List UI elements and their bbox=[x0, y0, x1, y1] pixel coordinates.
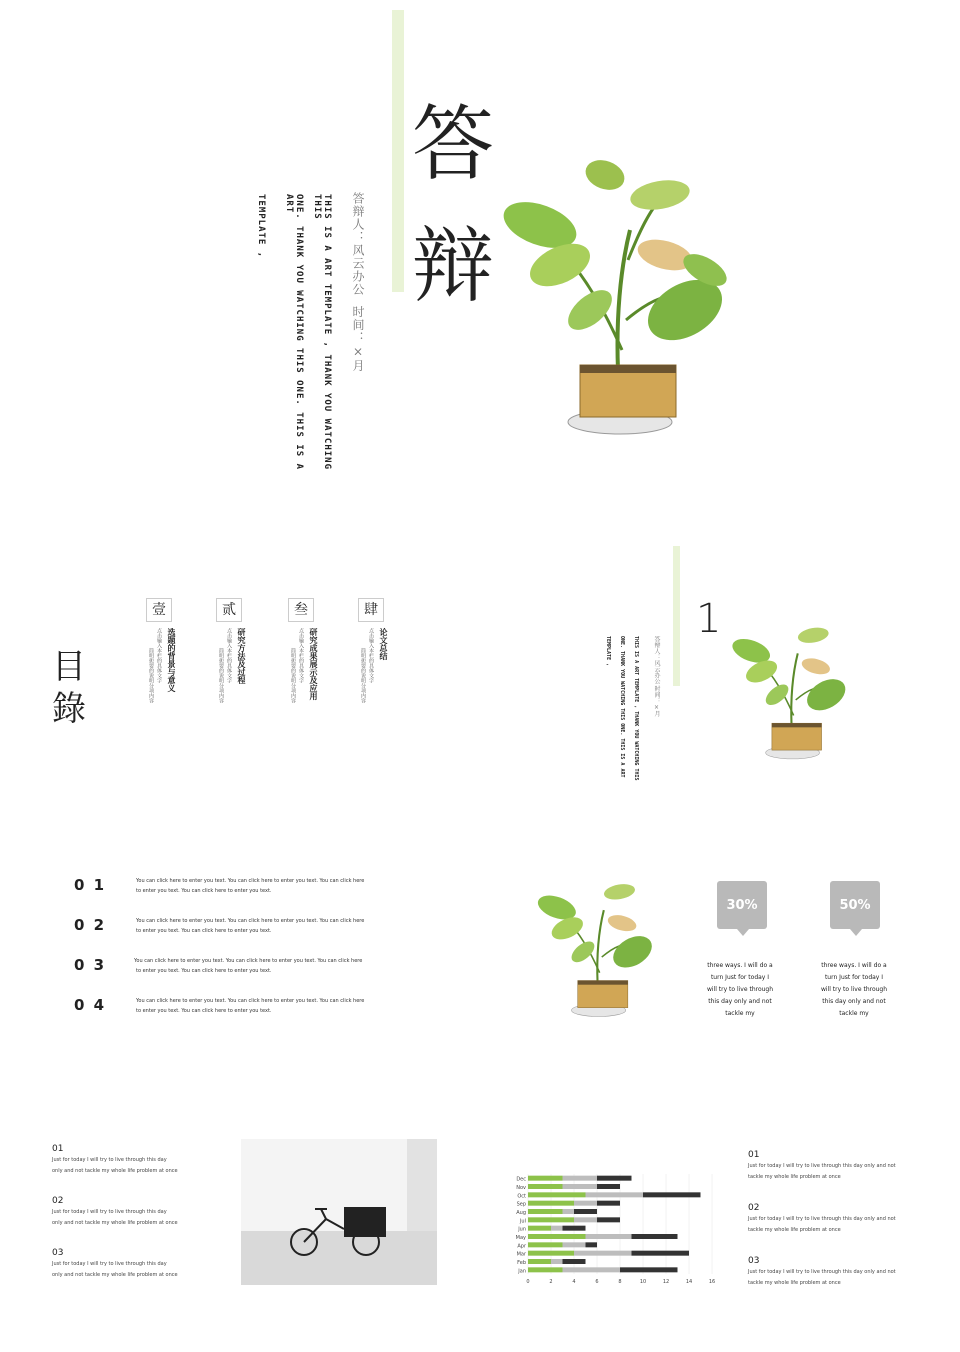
toc-item-3[interactable] bbox=[288, 598, 328, 778]
bar-segment bbox=[563, 1267, 621, 1272]
item-line: only and not tackle my whole life problem at once bbox=[52, 1272, 178, 1278]
category-label: Jun bbox=[518, 1226, 526, 1233]
toc-item-2[interactable] bbox=[216, 598, 256, 778]
x-tick-label: 8 bbox=[618, 1279, 622, 1285]
section-number: 1 bbox=[696, 596, 722, 642]
stat-line: tackle my bbox=[839, 1010, 869, 1017]
category-label: Oct bbox=[517, 1193, 526, 1200]
row-line: You can click here to enter you text. You can click here to enter you text. You can click here bbox=[136, 878, 365, 884]
category-label: Feb bbox=[517, 1260, 526, 1266]
accent-bar bbox=[392, 10, 404, 292]
category-label: Mar bbox=[516, 1251, 526, 1258]
stat-line: will try to live through bbox=[706, 986, 774, 993]
stat-line: three ways. I will do a bbox=[821, 962, 887, 969]
toc-slide bbox=[0, 540, 480, 800]
item-line: tackle my whole life problem at once bbox=[748, 1227, 841, 1233]
time-label: 时间：×月 bbox=[351, 305, 365, 373]
bar-segment bbox=[597, 1201, 620, 1206]
item-number: 02 bbox=[52, 1196, 64, 1206]
item-line: Just for today I will try to live through this day only and not bbox=[748, 1269, 896, 1275]
english-line-1: THIS IS A ART TEMPLATE , THANK YOU WATCHING THIS bbox=[312, 194, 332, 470]
row-number: 0 4 bbox=[74, 996, 107, 1014]
category-label: Apr bbox=[517, 1243, 526, 1250]
toc-item-desc: 简明扼要的说明分项内容 bbox=[218, 648, 224, 703]
x-tick-label: 16 bbox=[708, 1279, 716, 1285]
bar-segment bbox=[528, 1267, 563, 1272]
category-label: Aug bbox=[516, 1210, 526, 1216]
item-line: tackle my whole life problem at once bbox=[748, 1174, 841, 1180]
accent-bar bbox=[673, 546, 680, 686]
bar-segment bbox=[574, 1201, 597, 1206]
bar-segment bbox=[632, 1234, 678, 1239]
bar-segment bbox=[563, 1242, 586, 1247]
bar-segment bbox=[620, 1267, 678, 1272]
bar-segment bbox=[528, 1176, 563, 1181]
item-line: only and not tackle my whole life problem at once bbox=[52, 1168, 178, 1174]
bar-segment bbox=[528, 1217, 574, 1222]
bar-segment bbox=[563, 1209, 575, 1214]
bar-segment bbox=[528, 1192, 586, 1197]
title-slide bbox=[0, 0, 960, 520]
toc-item-1[interactable] bbox=[146, 598, 186, 778]
item-number: 02 bbox=[748, 1203, 760, 1213]
toc-item-title: 选题的背景与意义 bbox=[167, 628, 176, 692]
stat-line: this day only and not bbox=[822, 998, 886, 1005]
stat-line: turn Just for today I bbox=[710, 974, 770, 981]
chart-slide bbox=[480, 1130, 960, 1300]
bar-segment bbox=[528, 1209, 563, 1214]
english-line-3: TEMPLATE , bbox=[256, 194, 266, 259]
english-line-2: ONE. THANK YOU WATCHING THIS ONE. THIS IS A ART bbox=[284, 194, 304, 470]
toc-item-desc: 点击输入本栏的具体文字 bbox=[298, 628, 304, 683]
category-label: Jul bbox=[519, 1218, 526, 1225]
bar-segment bbox=[528, 1242, 563, 1247]
bar-segment bbox=[586, 1234, 632, 1239]
section-slide bbox=[480, 540, 960, 800]
stat-bubble: 50% bbox=[830, 881, 880, 929]
toc-item-desc: 点击输入本栏的具体文字 bbox=[156, 628, 162, 683]
bar-segment bbox=[563, 1184, 598, 1189]
item-line: Just for today I will try to live through this day bbox=[52, 1209, 167, 1215]
item-number: 03 bbox=[52, 1248, 64, 1258]
bicycle-photo bbox=[241, 1139, 437, 1285]
category-label: Nov bbox=[516, 1185, 526, 1191]
bar-segment bbox=[528, 1251, 574, 1256]
toc-item-desc: 点击输入本栏的具体文字 bbox=[368, 628, 374, 683]
bar-segment bbox=[528, 1226, 551, 1231]
english-line-3: TEMPLATE , bbox=[605, 636, 611, 667]
category-label: May bbox=[515, 1235, 526, 1241]
english-line-1: THIS IS A ART TEMPLATE , THANK YOU WATCHING THIS bbox=[633, 636, 639, 781]
bar-segment bbox=[528, 1184, 563, 1189]
plant-illustration bbox=[500, 150, 730, 440]
photo-item[interactable] bbox=[52, 1144, 232, 1175]
toc-num-box: 贰 bbox=[216, 598, 242, 622]
list-row[interactable] bbox=[74, 956, 434, 980]
presenter-label: 答辩人：风云办公 bbox=[653, 636, 660, 684]
toc-item-desc: 简明扼要的说明分项内容 bbox=[360, 648, 366, 703]
toc-item-desc: 简明扼要的说明分项内容 bbox=[290, 648, 296, 703]
row-number: 0 1 bbox=[74, 876, 107, 894]
x-tick-label: 0 bbox=[526, 1279, 530, 1285]
bar-segment bbox=[563, 1176, 598, 1181]
toc-title-char-2: 錄 bbox=[52, 689, 86, 729]
row-number: 0 3 bbox=[74, 956, 107, 974]
x-tick-label: 10 bbox=[639, 1279, 647, 1285]
item-number: 01 bbox=[748, 1150, 760, 1160]
bar-segment bbox=[574, 1251, 632, 1256]
photo-item[interactable] bbox=[52, 1248, 232, 1279]
item-line: Just for today I will try to live through this day bbox=[52, 1157, 167, 1163]
toc-num-box: 肆 bbox=[358, 598, 384, 622]
time-label: 时间：×月 bbox=[653, 685, 660, 717]
item-line: Just for today I will try to live through this day bbox=[52, 1261, 167, 1267]
x-tick-label: 6 bbox=[595, 1279, 599, 1285]
bar-segment bbox=[597, 1176, 632, 1181]
title-char-1: 答 bbox=[412, 97, 495, 192]
list-row[interactable] bbox=[74, 876, 434, 900]
stat-line: three ways. I will do a bbox=[707, 962, 773, 969]
chart-item[interactable] bbox=[748, 1203, 938, 1234]
title-char-2: 辩 bbox=[412, 219, 495, 314]
bar-segment bbox=[574, 1217, 597, 1222]
photo-item[interactable] bbox=[52, 1196, 232, 1227]
chart-item[interactable] bbox=[748, 1150, 938, 1181]
item-line: Just for today I will try to live through this day only and not bbox=[748, 1163, 896, 1169]
stat-text bbox=[690, 960, 790, 1020]
stacked-bar-chart bbox=[508, 1170, 718, 1290]
category-label: Jan bbox=[518, 1268, 526, 1275]
category-label: Dec bbox=[516, 1176, 526, 1183]
bar-segment bbox=[563, 1226, 586, 1231]
stat-text bbox=[804, 960, 904, 1020]
list-row[interactable] bbox=[74, 996, 434, 1020]
photo-slide bbox=[0, 1130, 480, 1300]
row-line: You can click here to enter you text. You can click here to enter you text. You can click here bbox=[134, 958, 363, 964]
english-line-2: ONE. THANK YOU WATCHING THIS ONE. THIS IS A ART bbox=[619, 636, 625, 778]
plant-illustration bbox=[536, 864, 656, 1024]
x-tick-label: 12 bbox=[662, 1279, 670, 1285]
presenter-info bbox=[652, 636, 661, 746]
toc-item-title: 研究成果展示及应用 bbox=[309, 628, 318, 700]
presenter-info bbox=[350, 192, 367, 422]
toc-num-box: 叁 bbox=[288, 598, 314, 622]
item-line: only and not tackle my whole life problem at once bbox=[52, 1220, 178, 1226]
row-number: 0 2 bbox=[74, 916, 107, 934]
category-label: Sep bbox=[516, 1201, 526, 1208]
bar-segment bbox=[632, 1251, 690, 1256]
stat-line: this day only and not bbox=[708, 998, 772, 1005]
row-line: to enter you text. You can click here to enter you text. bbox=[136, 1008, 272, 1014]
item-line: Just for today I will try to live through this day only and not bbox=[748, 1216, 896, 1222]
toc-item-desc: 简明扼要的说明分项内容 bbox=[148, 648, 154, 703]
toc-item-title: 研究方法及过程 bbox=[237, 628, 246, 684]
item-number: 03 bbox=[748, 1256, 760, 1266]
list-slide bbox=[0, 860, 480, 1040]
toc-item-desc: 点击输入本栏的具体文字 bbox=[226, 628, 232, 683]
bar-segment bbox=[597, 1217, 620, 1222]
x-tick-label: 14 bbox=[685, 1279, 693, 1285]
item-number: 01 bbox=[52, 1144, 64, 1154]
bar-segment bbox=[574, 1209, 597, 1214]
toc-title-char-1: 目 bbox=[52, 647, 86, 687]
row-line: to enter you text. You can click here to enter you text. bbox=[136, 928, 272, 934]
x-tick-label: 4 bbox=[572, 1279, 576, 1285]
row-line: You can click here to enter you text. You can click here to enter you text. You can click here bbox=[136, 998, 365, 1004]
bar-segment bbox=[643, 1192, 701, 1197]
toc-num-box: 壹 bbox=[146, 598, 172, 622]
stat-line: turn Just for today I bbox=[824, 974, 884, 981]
bar-segment bbox=[586, 1192, 644, 1197]
chart-item[interactable] bbox=[748, 1256, 938, 1287]
stat-bubble: 30% bbox=[717, 881, 767, 929]
presenter-label: 答辩人：风云办公 bbox=[351, 192, 365, 296]
row-line: to enter you text. You can click here to enter you text. bbox=[136, 968, 272, 974]
bar-segment bbox=[551, 1259, 563, 1264]
x-tick-label: 2 bbox=[549, 1279, 553, 1285]
stats-slide bbox=[480, 860, 960, 1040]
bar-segment bbox=[597, 1184, 620, 1189]
plant-illustration bbox=[725, 612, 855, 762]
bar-segment bbox=[563, 1259, 586, 1264]
bar-segment bbox=[551, 1226, 563, 1231]
toc-item-title: 论文总结 bbox=[379, 628, 388, 660]
stat-line: tackle my bbox=[725, 1010, 755, 1017]
row-line: to enter you text. You can click here to enter you text. bbox=[136, 888, 272, 894]
bar-segment bbox=[528, 1201, 574, 1206]
item-line: tackle my whole life problem at once bbox=[748, 1280, 841, 1286]
bar-segment bbox=[528, 1259, 551, 1264]
bar-segment bbox=[528, 1234, 586, 1239]
row-line: You can click here to enter you text. You can click here to enter you text. You can click here bbox=[136, 918, 365, 924]
list-row[interactable] bbox=[74, 916, 434, 940]
stat-line: will try to live through bbox=[820, 986, 888, 993]
bar-segment bbox=[586, 1242, 598, 1247]
toc-item-4[interactable] bbox=[358, 598, 398, 778]
